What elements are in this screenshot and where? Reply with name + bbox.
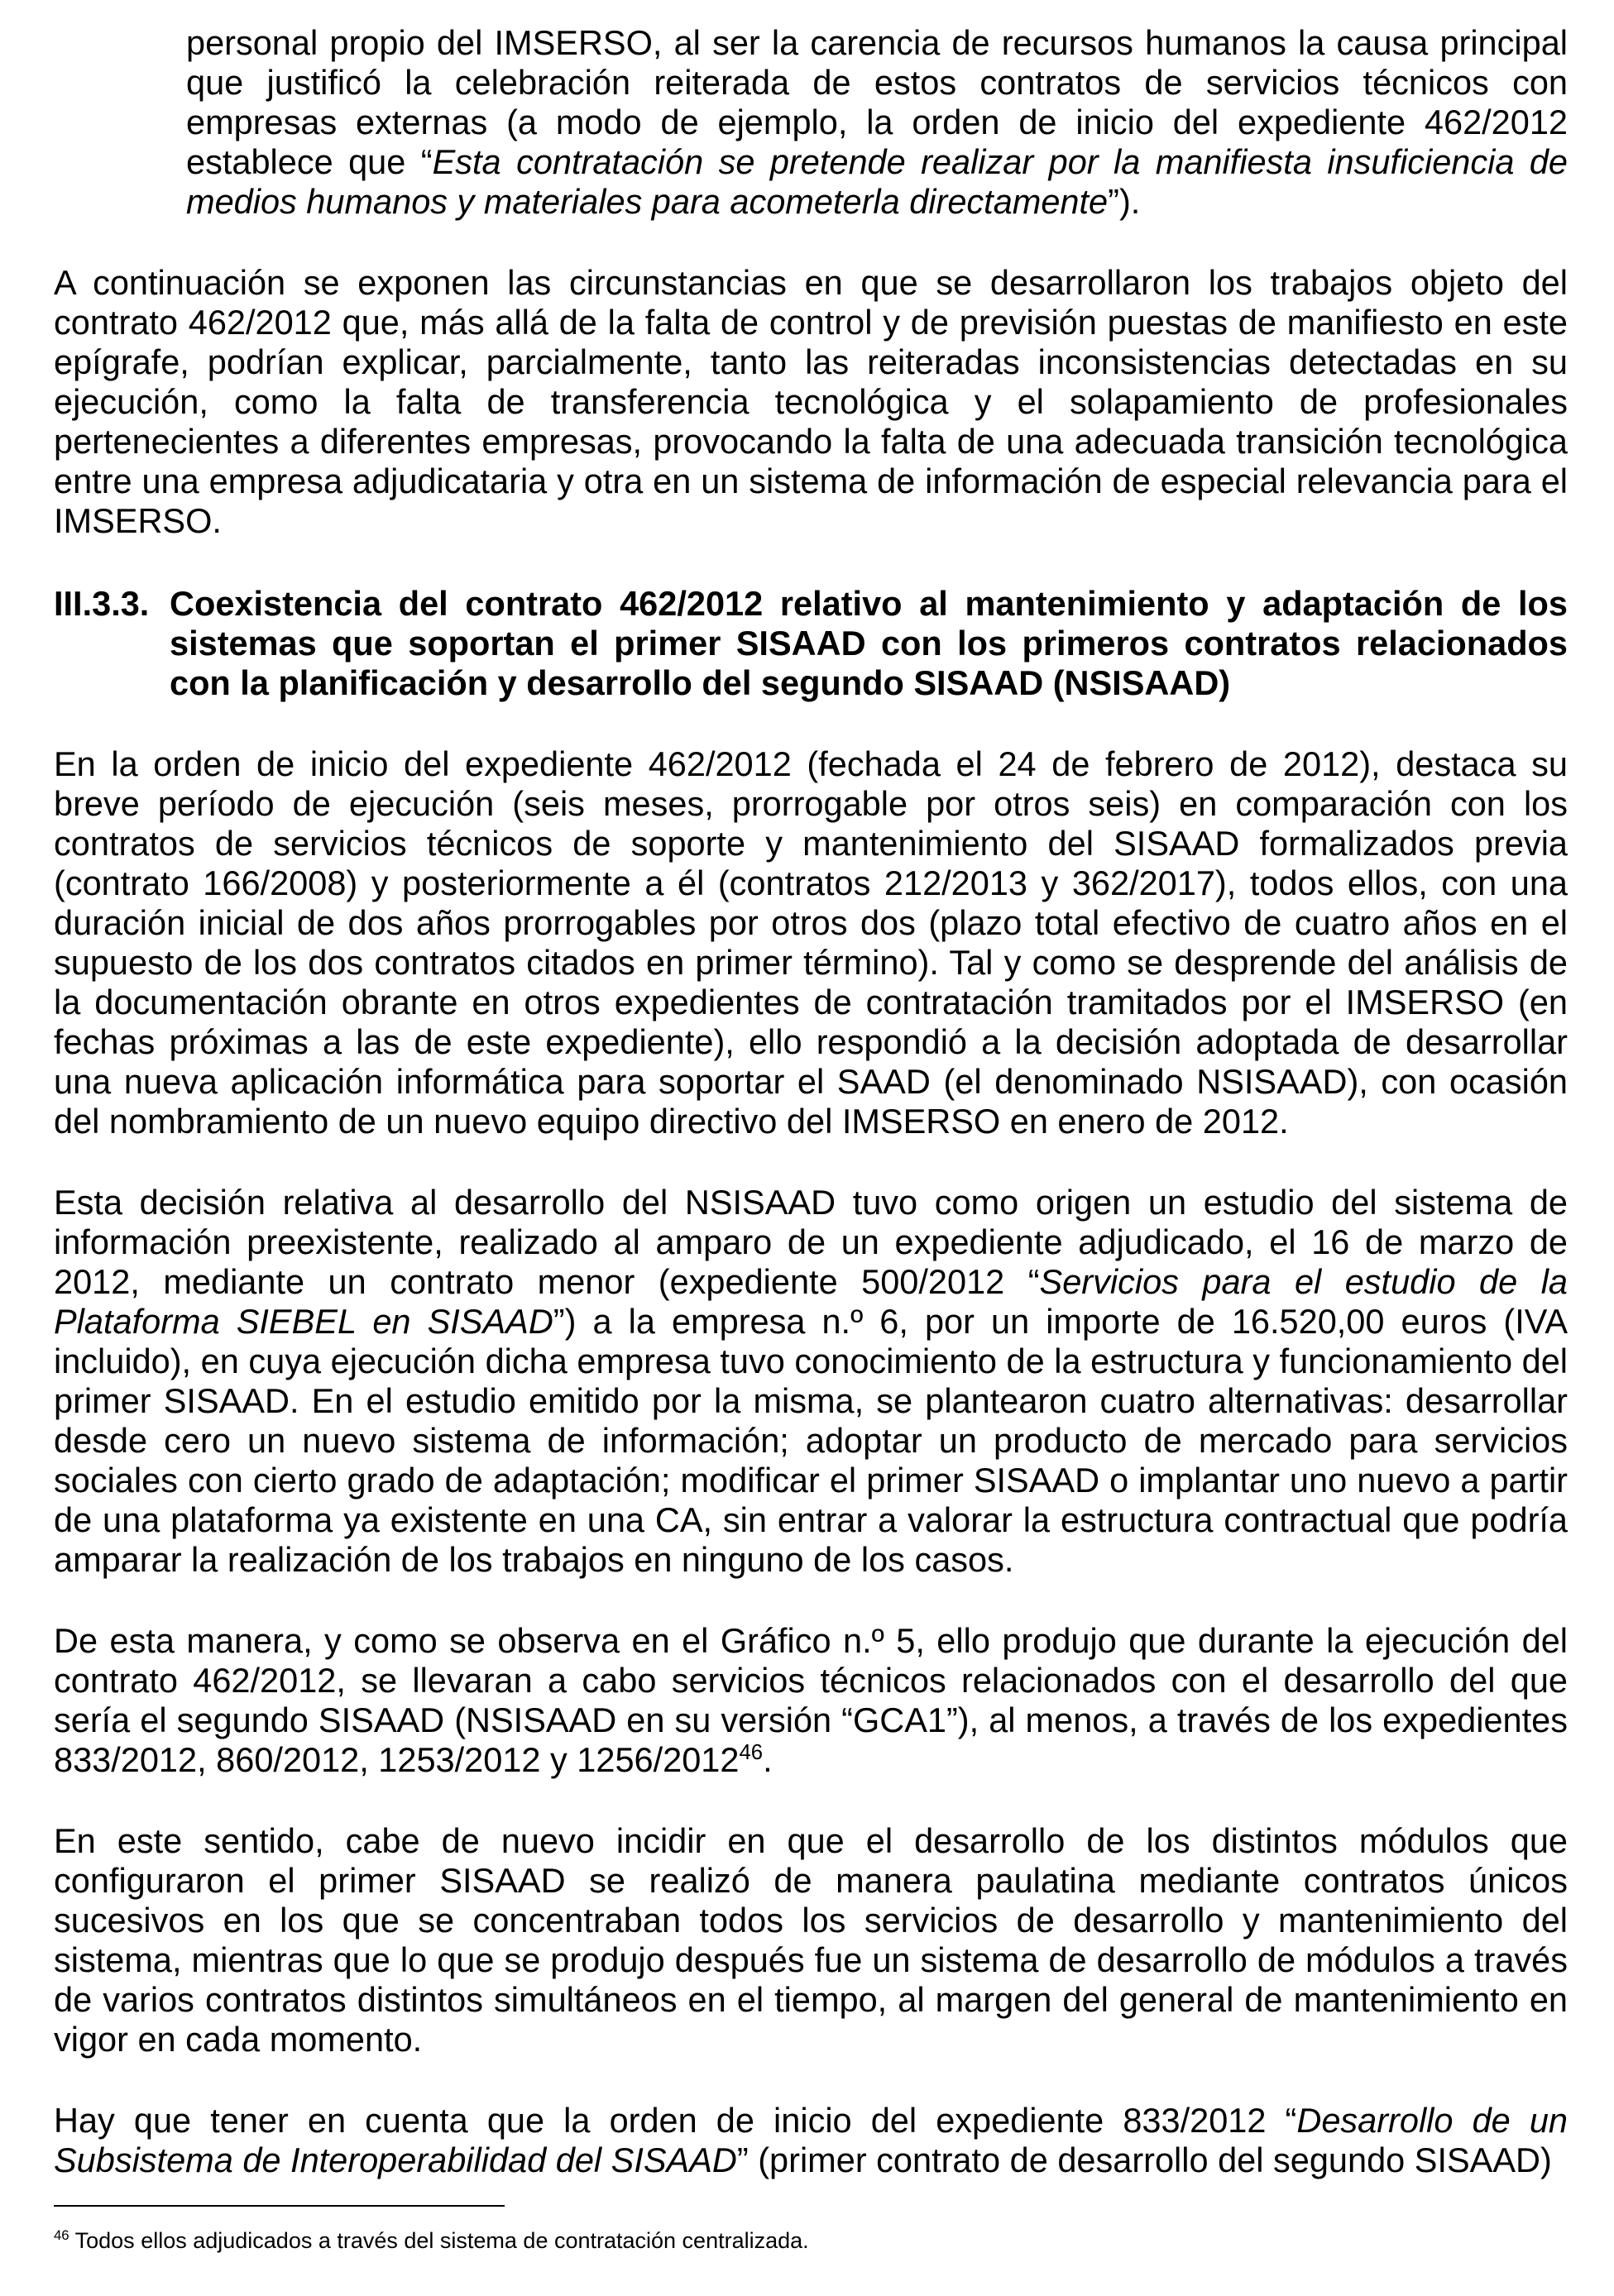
quoted-text: Esta contratación se pretende realizar por la manifiesta insuficiencia de medios humanos y materiales para acometerla directamente bbox=[186, 142, 1568, 221]
paragraph-order-start: En la orden de inicio del expediente 462/2012 (fechada el 24 de febrero de 2012), destaca su breve período de ejecución (seis meses, prorrogable por otros seis) en comparación con los contratos de servicios técnicos de soporte y mantenimiento del SISAAD formalizados previa (contrato 166/2008) y posteriormente a él (contratos 212/2013 y 362/2017), todos ellos, con una duración inicial de dos años prorrogables por otros dos (plazo total efectivo de cuatro años en el supuesto de los dos contratos citados en primer término). Tal y como se desprende del análisis de la documentación obrante en otros expedientes de contratación tramitados por el IMSERSO (en fechas próximas a las de este expediente), ello respondió a la decisión adoptada de desarrollar una nueva aplicación informática para soportar el SAAD (el denominado NSISAAD), con ocasión del nombramiento de un nuevo equipo directivo del IMSERSO en enero de 2012. bbox=[54, 744, 1568, 1141]
document-page bbox=[54, 23, 1568, 2180]
footnote-divider bbox=[54, 2205, 505, 2207]
paragraph-circumstances: A continuación se exponen las circunstancias en que se desarrollaron los trabajos objeto del contrato 462/2012 que, más allá de la falta de control y de previsión puestas de manifiesto en este epígrafe, podrían explicar, parcialmente, tanto las reiteradas inconsistencias detectadas en su ejecución, como la falta de transferencia tecnológica y el solapamiento de profesionales pertenecientes a diferentes empresas, provocando la falta de una adecuada transición tecnológica entre una empresa adjudicataria y otra en un sistema de información de especial relevancia para el IMSERSO. bbox=[54, 263, 1568, 540]
section-heading bbox=[54, 584, 1568, 703]
text: ”). bbox=[1108, 182, 1141, 221]
paragraph-quote-continuation bbox=[186, 23, 1568, 222]
text: ”) a la empresa n.º 6, por un importe de 16.520,00 euros (IVA incluido), en cuya ejecución dicha empresa tuvo conocimiento de la estructura y funcionamiento del primer SISAAD. En el estudio emitido por la misma, se plantearon cuatro alternativas: desarrollar desde cero un nuevo sistema de información; adoptar un producto de mercado para servicios sociales con cierto grado de adaptación; modificar el primer SISAAD o implantar uno nuevo a partir de una plataforma ya existente en una CA, sin entrar a valorar la estructura contractual que podría amparar la realización de los trabajos en ninguno de los casos. bbox=[54, 1302, 1568, 1579]
quoted-text: Servicios para el estudio de la Plataforma SIEBEL en SISAAD bbox=[54, 1262, 1568, 1341]
text: ” (primer contrato de desarrollo del segundo SISAAD) bbox=[736, 2141, 1552, 2179]
text: Hay que tener en cuenta que la orden de inicio del expediente 833/2012 “ bbox=[54, 2101, 1297, 2140]
paragraph-nsisaad-decision bbox=[54, 1183, 1568, 1580]
footnote-ref[interactable]: 46 bbox=[739, 1741, 764, 1765]
footnote bbox=[54, 2227, 1568, 2255]
quoted-text: Desarrollo de un Subsistema de Interoperabilidad del SISAAD bbox=[54, 2101, 1568, 2179]
footnote-text: Todos ellos adjudicados a través del sistema de contratación centralizada. bbox=[69, 2228, 809, 2253]
text: personal propio del IMSERSO, al ser la carencia de recursos humanos la causa principal que justificó la celebración reiterada de estos contratos de servicios técnicos con empresas externas (a modo de ejemplo, la orden de inicio del expediente 462/2012 establece que “ bbox=[186, 23, 1568, 181]
text: De esta manera, y como se observa en el Gráfico n.º 5, ello produjo que durante la ejecución del contrato 462/2012, se llevaran a cabo servicios técnicos relacionados con el desarrollo del que sería el segundo SISAAD (NSISAAD en su versión “GCA1”), al menos, a través de los expedientes 833/2012, 860/2012, 1253/2012 y 1256/2012 bbox=[54, 1621, 1568, 1779]
text: Esta decisión relativa al desarrollo del NSISAAD tuvo como origen un estudio del sistema de información preexistente, realizado al amparo de un expediente adjudicado, el 16 de marzo de 2012, mediante un contrato menor (expediente 500/2012 “ bbox=[54, 1183, 1568, 1301]
paragraph-interoperability bbox=[54, 2101, 1568, 2180]
text: . bbox=[763, 1740, 773, 1779]
section-title: Coexistencia del contrato 462/2012 relativo al mantenimiento y adaptación de los sistemas que soportan el primer SISAAD con los primeros contratos relacionados con la planificación y desarrollo del segundo SISAAD (NSISAAD) bbox=[170, 584, 1568, 702]
footnote-number: 46 bbox=[54, 2227, 69, 2243]
paragraph-graph-reference bbox=[54, 1621, 1568, 1780]
section-number: III.3.3. bbox=[54, 584, 150, 623]
paragraph-modules: En este sentido, cabe de nuevo incidir en que el desarrollo de los distintos módulos que configuraron el primer SISAAD se realizó de manera paulatina mediante contratos únicos sucesivos en los que se concentraban todos los servicios de desarrollo y mantenimiento del sistema, mientras que lo que se produjo después fue un sistema de desarrollo de módulos a través de varios contratos distintos simultáneos en el tiempo, al margen del general de mantenimiento en vigor en cada momento. bbox=[54, 1821, 1568, 2059]
